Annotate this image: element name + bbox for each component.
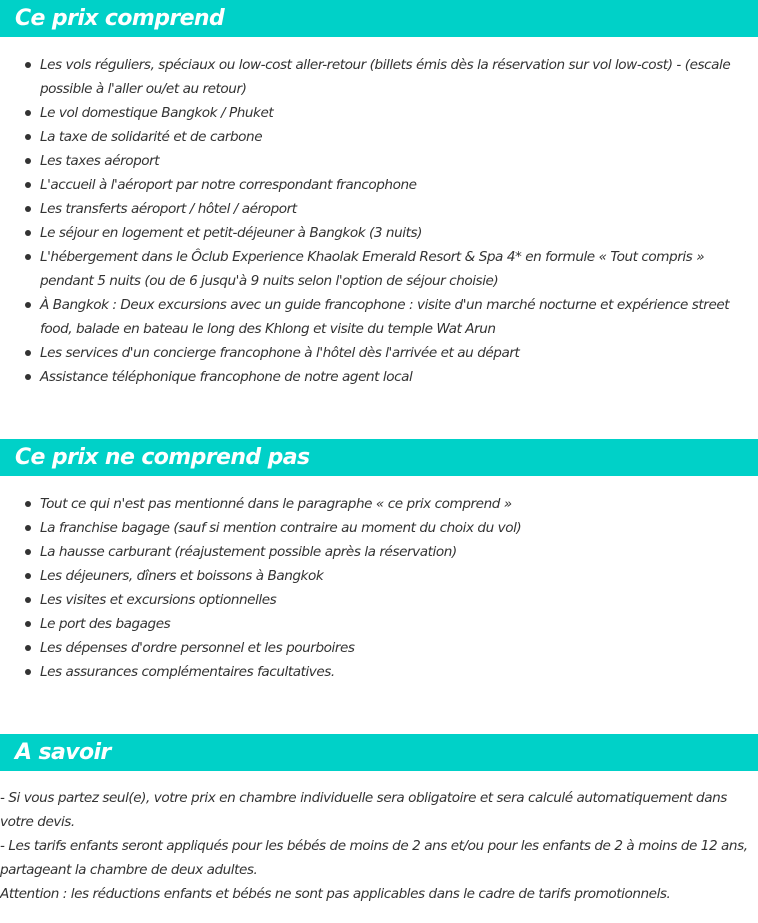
info-header — [0, 734, 758, 771]
includes-title: Ce prix comprend — [15, 6, 225, 31]
list-item: Assistance téléphonique francophone de notre agent local — [0, 365, 758, 389]
list-item: L'hébergement dans le Ôclub Experience Khaolak Emerald Resort & Spa 4* en formule « Tout compris » pendant 5 nuits (ou de 6 jusqu'à 9 nuits selon l'option de séjour choisie) — [0, 245, 758, 293]
info-paragraph: Attention : les réductions enfants et bébés ne sont pas applicables dans le cadre de tarifs promotionnels. — [0, 886, 671, 902]
info-title: A savoir — [15, 740, 111, 765]
list-item: La taxe de solidarité et de carbone — [0, 125, 758, 149]
info-paragraph: - Si vous partez seul(e), votre prix en chambre individuelle sera obligatoire et sera calculé automatiquement dans votre devis. — [0, 790, 727, 830]
list-item: La franchise bagage (sauf si mention contraire au moment du choix du vol) — [0, 516, 758, 540]
list-item: La hausse carburant (réajustement possible après la réservation) — [0, 540, 758, 564]
excludes-title: Ce prix ne comprend pas — [15, 445, 310, 470]
includes-list — [0, 53, 758, 389]
list-item: À Bangkok : Deux excursions avec un guide francophone : visite d'un marché nocturne et expérience street food, balade en bateau le long des Khlong et visite du temple Wat Arun — [0, 293, 758, 341]
info-body — [0, 786, 758, 906]
includes-header — [0, 0, 758, 37]
list-item: Les déjeuners, dîners et boissons à Bangkok — [0, 564, 758, 588]
list-item: Les assurances complémentaires facultatives. — [0, 660, 758, 684]
excludes-header — [0, 439, 758, 476]
list-item: Le port des bagages — [0, 612, 758, 636]
list-item: Les transferts aéroport / hôtel / aéroport — [0, 197, 758, 221]
list-item: L'accueil à l'aéroport par notre correspondant francophone — [0, 173, 758, 197]
list-item: Les taxes aéroport — [0, 149, 758, 173]
list-item: Les visites et excursions optionnelles — [0, 588, 758, 612]
excludes-list — [0, 492, 758, 684]
list-item: Tout ce qui n'est pas mentionné dans le paragraphe « ce prix comprend » — [0, 492, 758, 516]
info-paragraph: - Les tarifs enfants seront appliqués pour les bébés de moins de 2 ans et/ou pour les enfants de 2 à moins de 12 ans, partageant la chambre de deux adultes. — [0, 838, 748, 878]
list-item: Le vol domestique Bangkok / Phuket — [0, 101, 758, 125]
list-item: Les services d'un concierge francophone à l'hôtel dès l'arrivée et au départ — [0, 341, 758, 365]
list-item: Les dépenses d'ordre personnel et les pourboires — [0, 636, 758, 660]
list-item: Les vols réguliers, spéciaux ou low-cost aller-retour (billets émis dès la réservation sur vol low-cost) - (escale possible à l'aller ou/et au retour) — [0, 53, 758, 101]
list-item: Le séjour en logement et petit-déjeuner à Bangkok (3 nuits) — [0, 221, 758, 245]
